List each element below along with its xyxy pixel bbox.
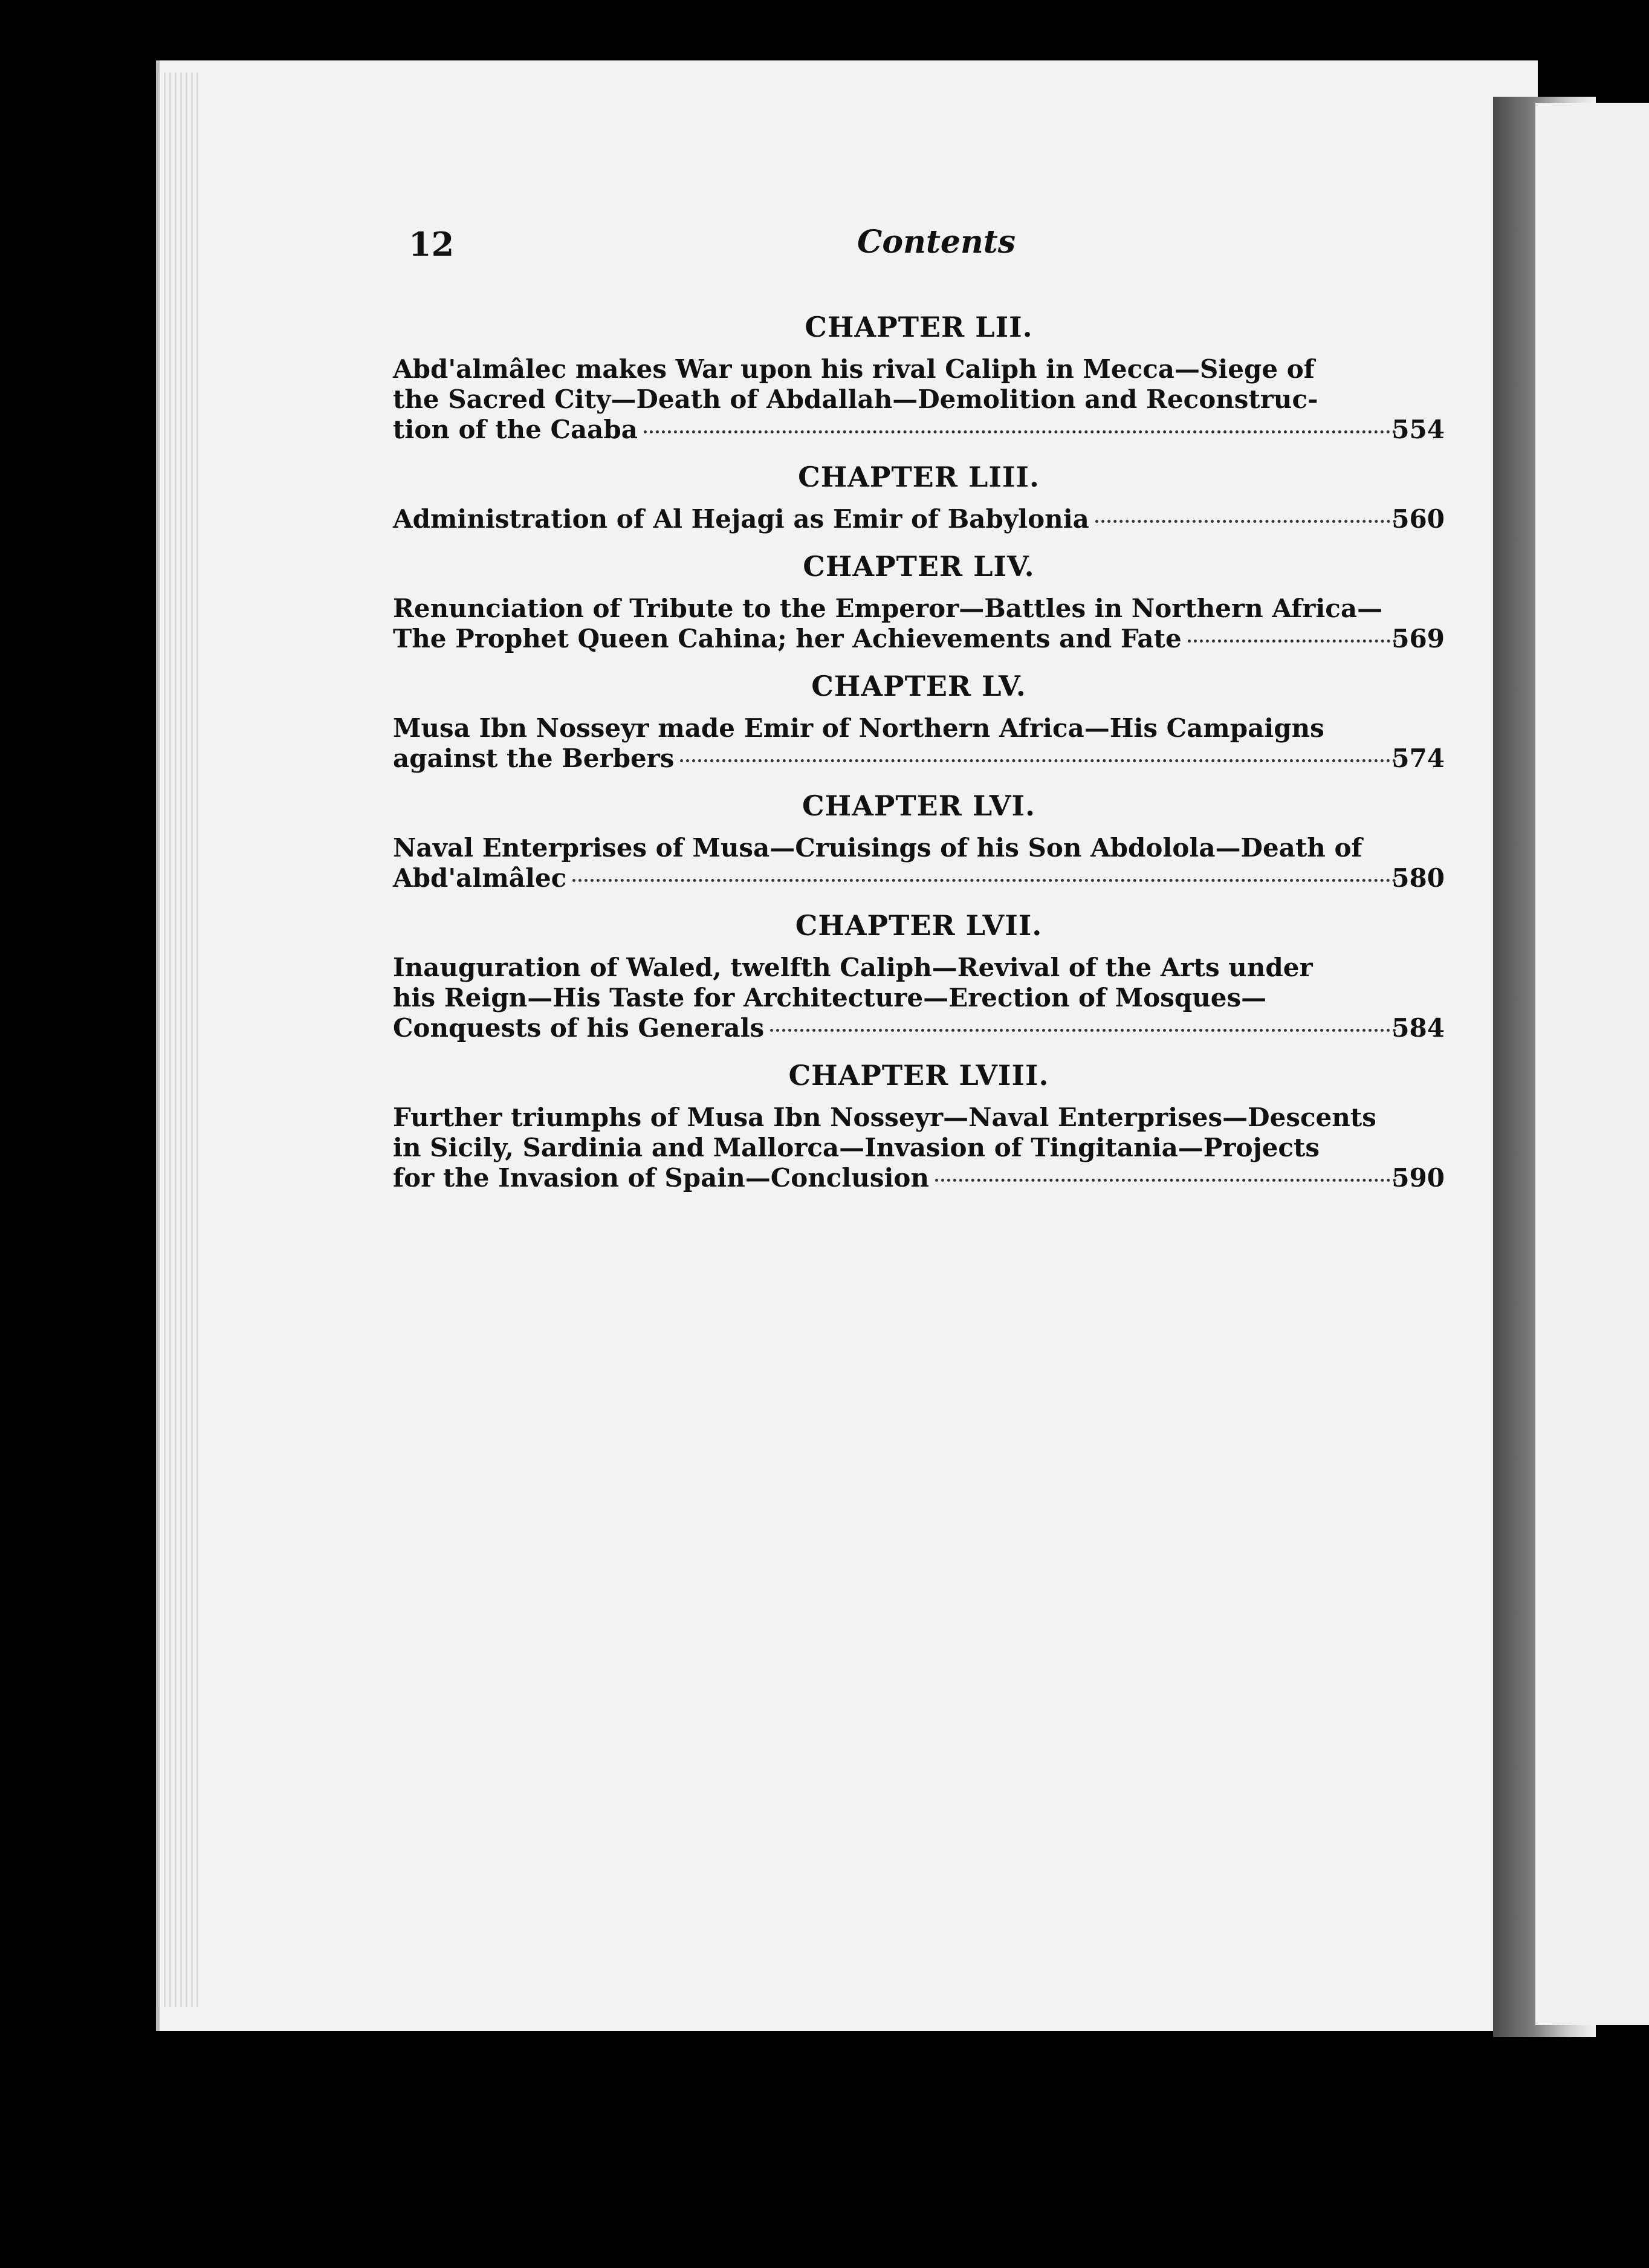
summary-last-line [393,624,1445,654]
summary-last-line [393,415,1445,445]
dot-leader [935,1179,1396,1182]
dot-leader [1095,520,1396,523]
next-page-edge [1535,103,1649,2025]
chapter-heading: CHAPTER LVI. [802,789,1035,822]
page-reference: 569 [1391,624,1445,653]
chapter-entry [393,1060,1445,1193]
summary-last-line [393,504,1445,534]
page-reference: 574 [1391,744,1445,773]
page-number: 12 [409,225,455,264]
summary-last-line [393,744,1445,774]
summary-line: tion of the Caaba [393,415,638,444]
chapter-heading: CHAPTER LV. [811,670,1026,702]
page-reference: 580 [1391,863,1445,893]
chapter-heading: CHAPTER LIV. [803,550,1035,583]
summary-line: The Prophet Queen Cahina; her Achievements and Fate [393,624,1182,653]
summary-line: in Sicily, Sardinia and Mallorca—Invasion of Tingitania—Projects [393,1133,1320,1162]
chapter-summary [393,1103,1445,1193]
chapter-summary [393,953,1445,1043]
summary-line: for the Invasion of Spain—Conclusion [393,1163,929,1193]
summary-line: Naval Enterprises of Musa—Cruisings of his Son Abdolola—Death of [393,833,1362,863]
summary-line: the Sacred City—Death of Abdallah—Demolition and Reconstruc- [393,384,1318,414]
dot-leader [644,430,1396,433]
chapter-entry [393,462,1445,534]
summary-last-line [393,1013,1445,1043]
table-of-contents [393,295,1445,1193]
summary-line: Further triumphs of Musa Ibn Nosseyr—Naval Enterprises—Descents [393,1103,1376,1132]
chapter-heading: CHAPTER LVII. [795,909,1043,942]
chapter-heading: CHAPTER LVIII. [788,1059,1049,1092]
chapter-summary [393,354,1445,445]
page-header: Contents [857,224,1016,261]
page-edges [158,73,201,2007]
chapter-entry [393,791,1445,893]
summary-last-line [393,863,1445,893]
page-reference: 584 [1391,1013,1445,1043]
chapter-summary [393,833,1445,893]
summary-line: Abd'almâlec [393,863,567,893]
dot-leader [572,879,1396,882]
summary-line: Musa Ibn Nosseyr made Emir of Northern Africa—His Campaigns [393,713,1324,743]
summary-line: Inauguration of Waled, twelfth Caliph—Revival of the Arts under [393,953,1313,982]
dot-leader [1188,640,1396,643]
summary-line: Abd'almâlec makes War upon his rival Caliph in Mecca—Siege of [393,354,1315,384]
dot-leader [770,1029,1396,1032]
page-reference: 560 [1391,504,1445,534]
summary-line: against the Berbers [393,744,675,773]
summary-line: Renunciation of Tribute to the Emperor—Battles in Northern Africa— [393,594,1383,623]
page-reference: 554 [1391,415,1445,444]
chapter-summary [393,594,1445,654]
dot-leader [680,759,1396,762]
chapter-entry [393,910,1445,1043]
chapter-entry [393,312,1445,445]
summary-line: Administration of Al Hejagi as Emir of Babylonia [393,504,1089,534]
summary-line: his Reign—His Taste for Architecture—Erection of Mosques— [393,983,1267,1012]
summary-last-line [393,1163,1445,1193]
summary-line: Conquests of his Generals [393,1013,765,1043]
chapter-heading: CHAPTER LII. [805,311,1033,343]
chapter-entry [393,671,1445,774]
chapter-heading: CHAPTER LIII. [798,461,1040,493]
chapter-summary [393,504,1445,534]
page-reference: 590 [1391,1163,1445,1193]
chapter-entry [393,551,1445,654]
chapter-summary [393,713,1445,774]
